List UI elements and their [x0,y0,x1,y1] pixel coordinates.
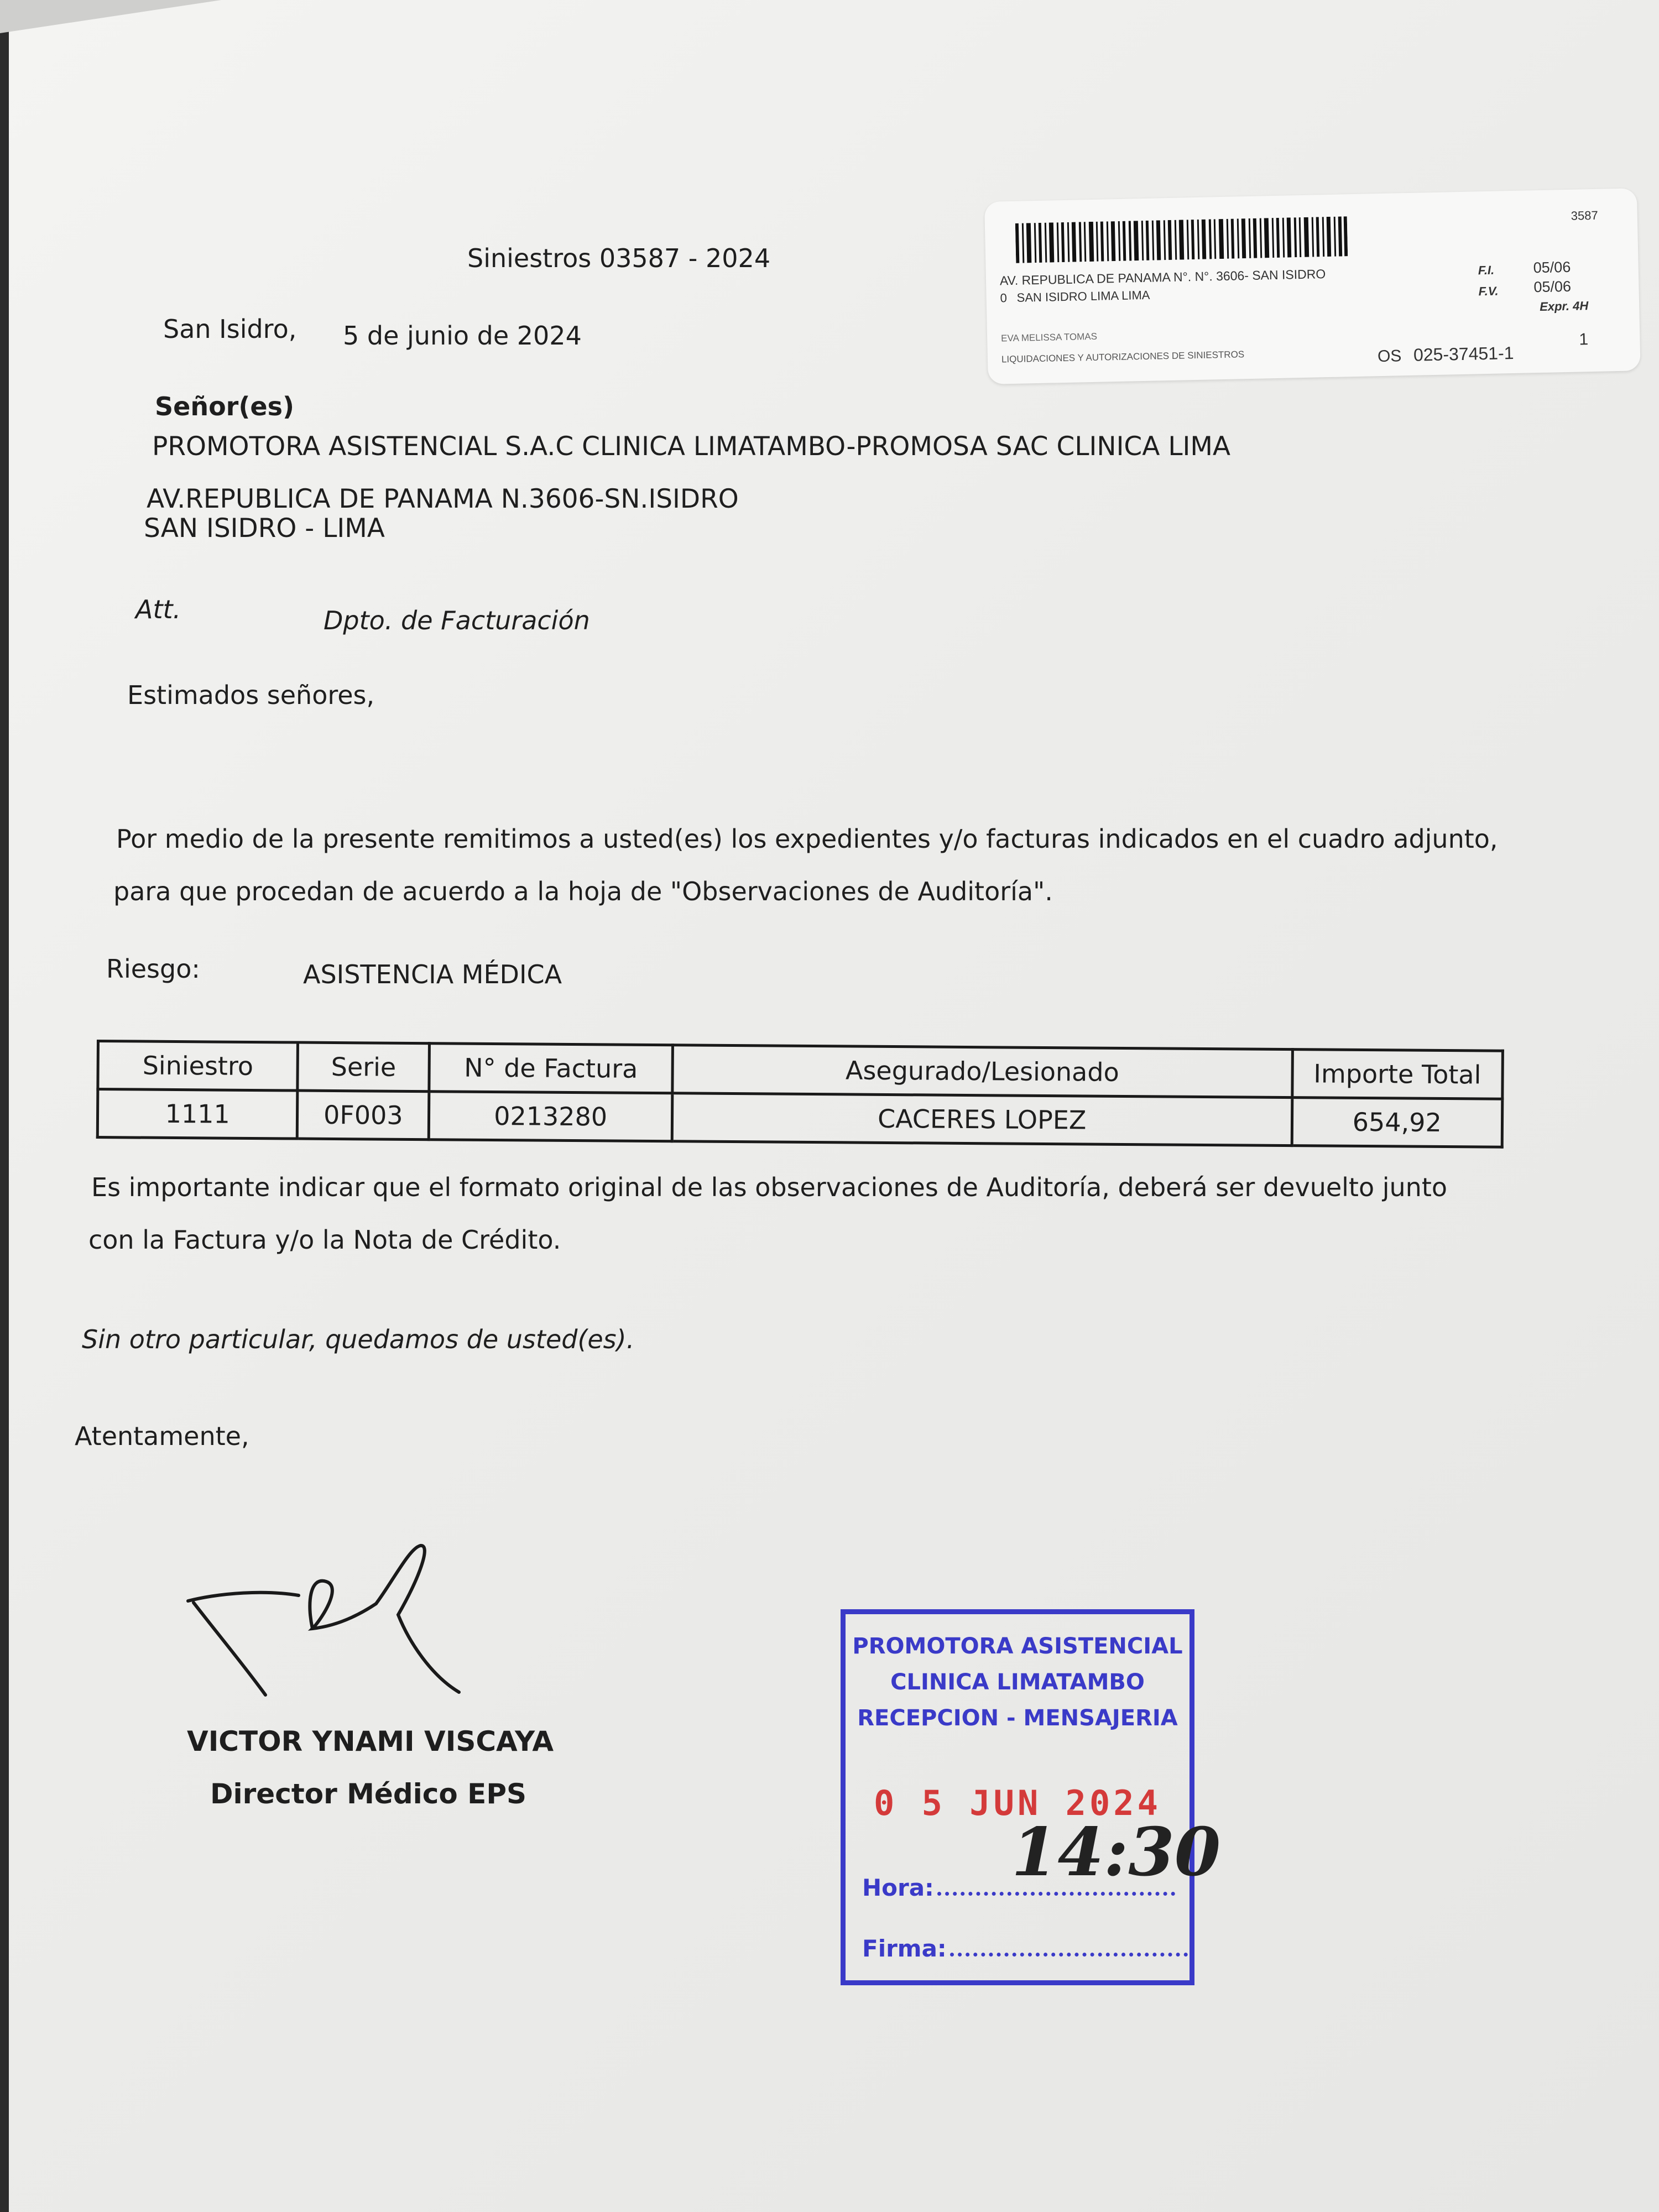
table-row [97,1089,1503,1147]
greeting: Estimados señores, [127,680,375,710]
closing-line: Sin otro particular, quedamos de usted(es). [82,1324,635,1354]
label-count: 1 [1579,330,1589,349]
body-paragraph-line2: para que procedan de acuerdo a la hoja de "Observaciones de Auditoría". [113,877,1053,906]
label-fi-label: F.I. [1478,263,1495,278]
sign-off: Atentamente, [75,1421,249,1451]
barcode [1015,216,1348,263]
handwritten-signature [177,1537,487,1703]
recipient-city: SAN ISIDRO - LIMA [144,513,385,544]
label-fi-value: 05/06 [1533,258,1571,276]
label-address-line1: AV. REPUBLICA DE PANAMA N°. N°. 3606- SAN ISIDRO [999,267,1326,288]
stamp-line2: CLINICA LIMATAMBO [890,1670,1145,1695]
label-os-label: OS [1377,347,1402,366]
cell-factura: 0213280 [429,1092,672,1141]
salutation-label: Señor(es) [155,392,294,421]
header-importe: Importe Total [1292,1050,1503,1099]
letter-place: San Isidro, [163,314,297,344]
cell-asegurado: CACERES LOPEZ [672,1093,1292,1146]
recipient-address: AV.REPUBLICA DE PANAMA N.3606-SN.ISIDRO [147,484,739,514]
att-label: Att. [135,594,181,624]
header-serie: Serie [298,1042,430,1092]
stamp-firma-label: Firma: [862,1935,947,1962]
recipient-company: PROMOTORA ASISTENCIAL S.A.C CLINICA LIMATAMBO-PROMOSA SAC CLINICA LIMA [152,431,1231,462]
cell-serie: 0F003 [298,1091,430,1140]
label-address-line2: SAN ISIDRO LIMA LIMA [1016,288,1150,305]
signer-name: VICTOR YNAMI VISCAYA [187,1725,554,1757]
label-address-line2-prefix: 0 [1000,291,1008,305]
firma-dotted-line [950,1947,1188,1957]
cell-importe: 654,92 [1292,1098,1503,1147]
signer-title: Director Médico EPS [210,1778,526,1810]
header-asegurado: Asegurado/Lesionado [672,1045,1292,1098]
claims-table [96,1040,1504,1149]
att-department: Dpto. de Facturación [324,606,590,635]
handwritten-hora: 14:30 [1011,1813,1221,1891]
reception-stamp [841,1609,1221,1985]
letter-date: 5 de junio de 2024 [343,321,582,351]
header-siniestro: Siniestro [98,1041,298,1091]
routing-label [984,188,1641,384]
label-fv-value: 05/06 [1533,278,1572,296]
stamp-line1: PROMOTORA ASISTENCIAL [852,1634,1183,1659]
note-line2: con la Factura y/o la Nota de Crédito. [88,1225,561,1255]
stamp-firma-field [862,1935,1188,1962]
label-os-number: 025-37451-1 [1413,343,1514,365]
stamp-hora-label: Hora: [862,1874,934,1901]
label-person: EVA MELISSA TOMAS [1000,331,1098,344]
body-paragraph-line1: Por medio de la presente remitimos a usted(es) los expedientes y/o facturas indicados en el cuadro adjunto, [116,824,1498,854]
header-factura: N° de Factura [429,1044,672,1093]
claim-reference: Siniestros 03587 - 2024 [467,243,771,273]
risk-value: ASISTENCIA MÉDICA [303,959,562,989]
stamp-line3: RECEPCION - MENSAJERIA [857,1705,1178,1731]
label-department: LIQUIDACIONES Y AUTORIZACIONES DE SINIESTROS [1001,349,1245,365]
risk-label: Riesgo: [106,954,200,984]
cell-siniestro: 1111 [97,1089,298,1139]
label-expr: Expr. 4H [1539,299,1589,314]
page-corner-fold [0,0,221,33]
note-line1: Es importante indicar que el formato original de las observaciones de Auditoría, deberá ser devuelto junto [91,1172,1447,1202]
label-fv-label: F.V. [1478,284,1499,299]
stamp-date: 0 5 JUN 2024 [874,1783,1161,1823]
label-corner-number: 3587 [1571,208,1598,223]
page-edge-shadow [0,0,9,2212]
